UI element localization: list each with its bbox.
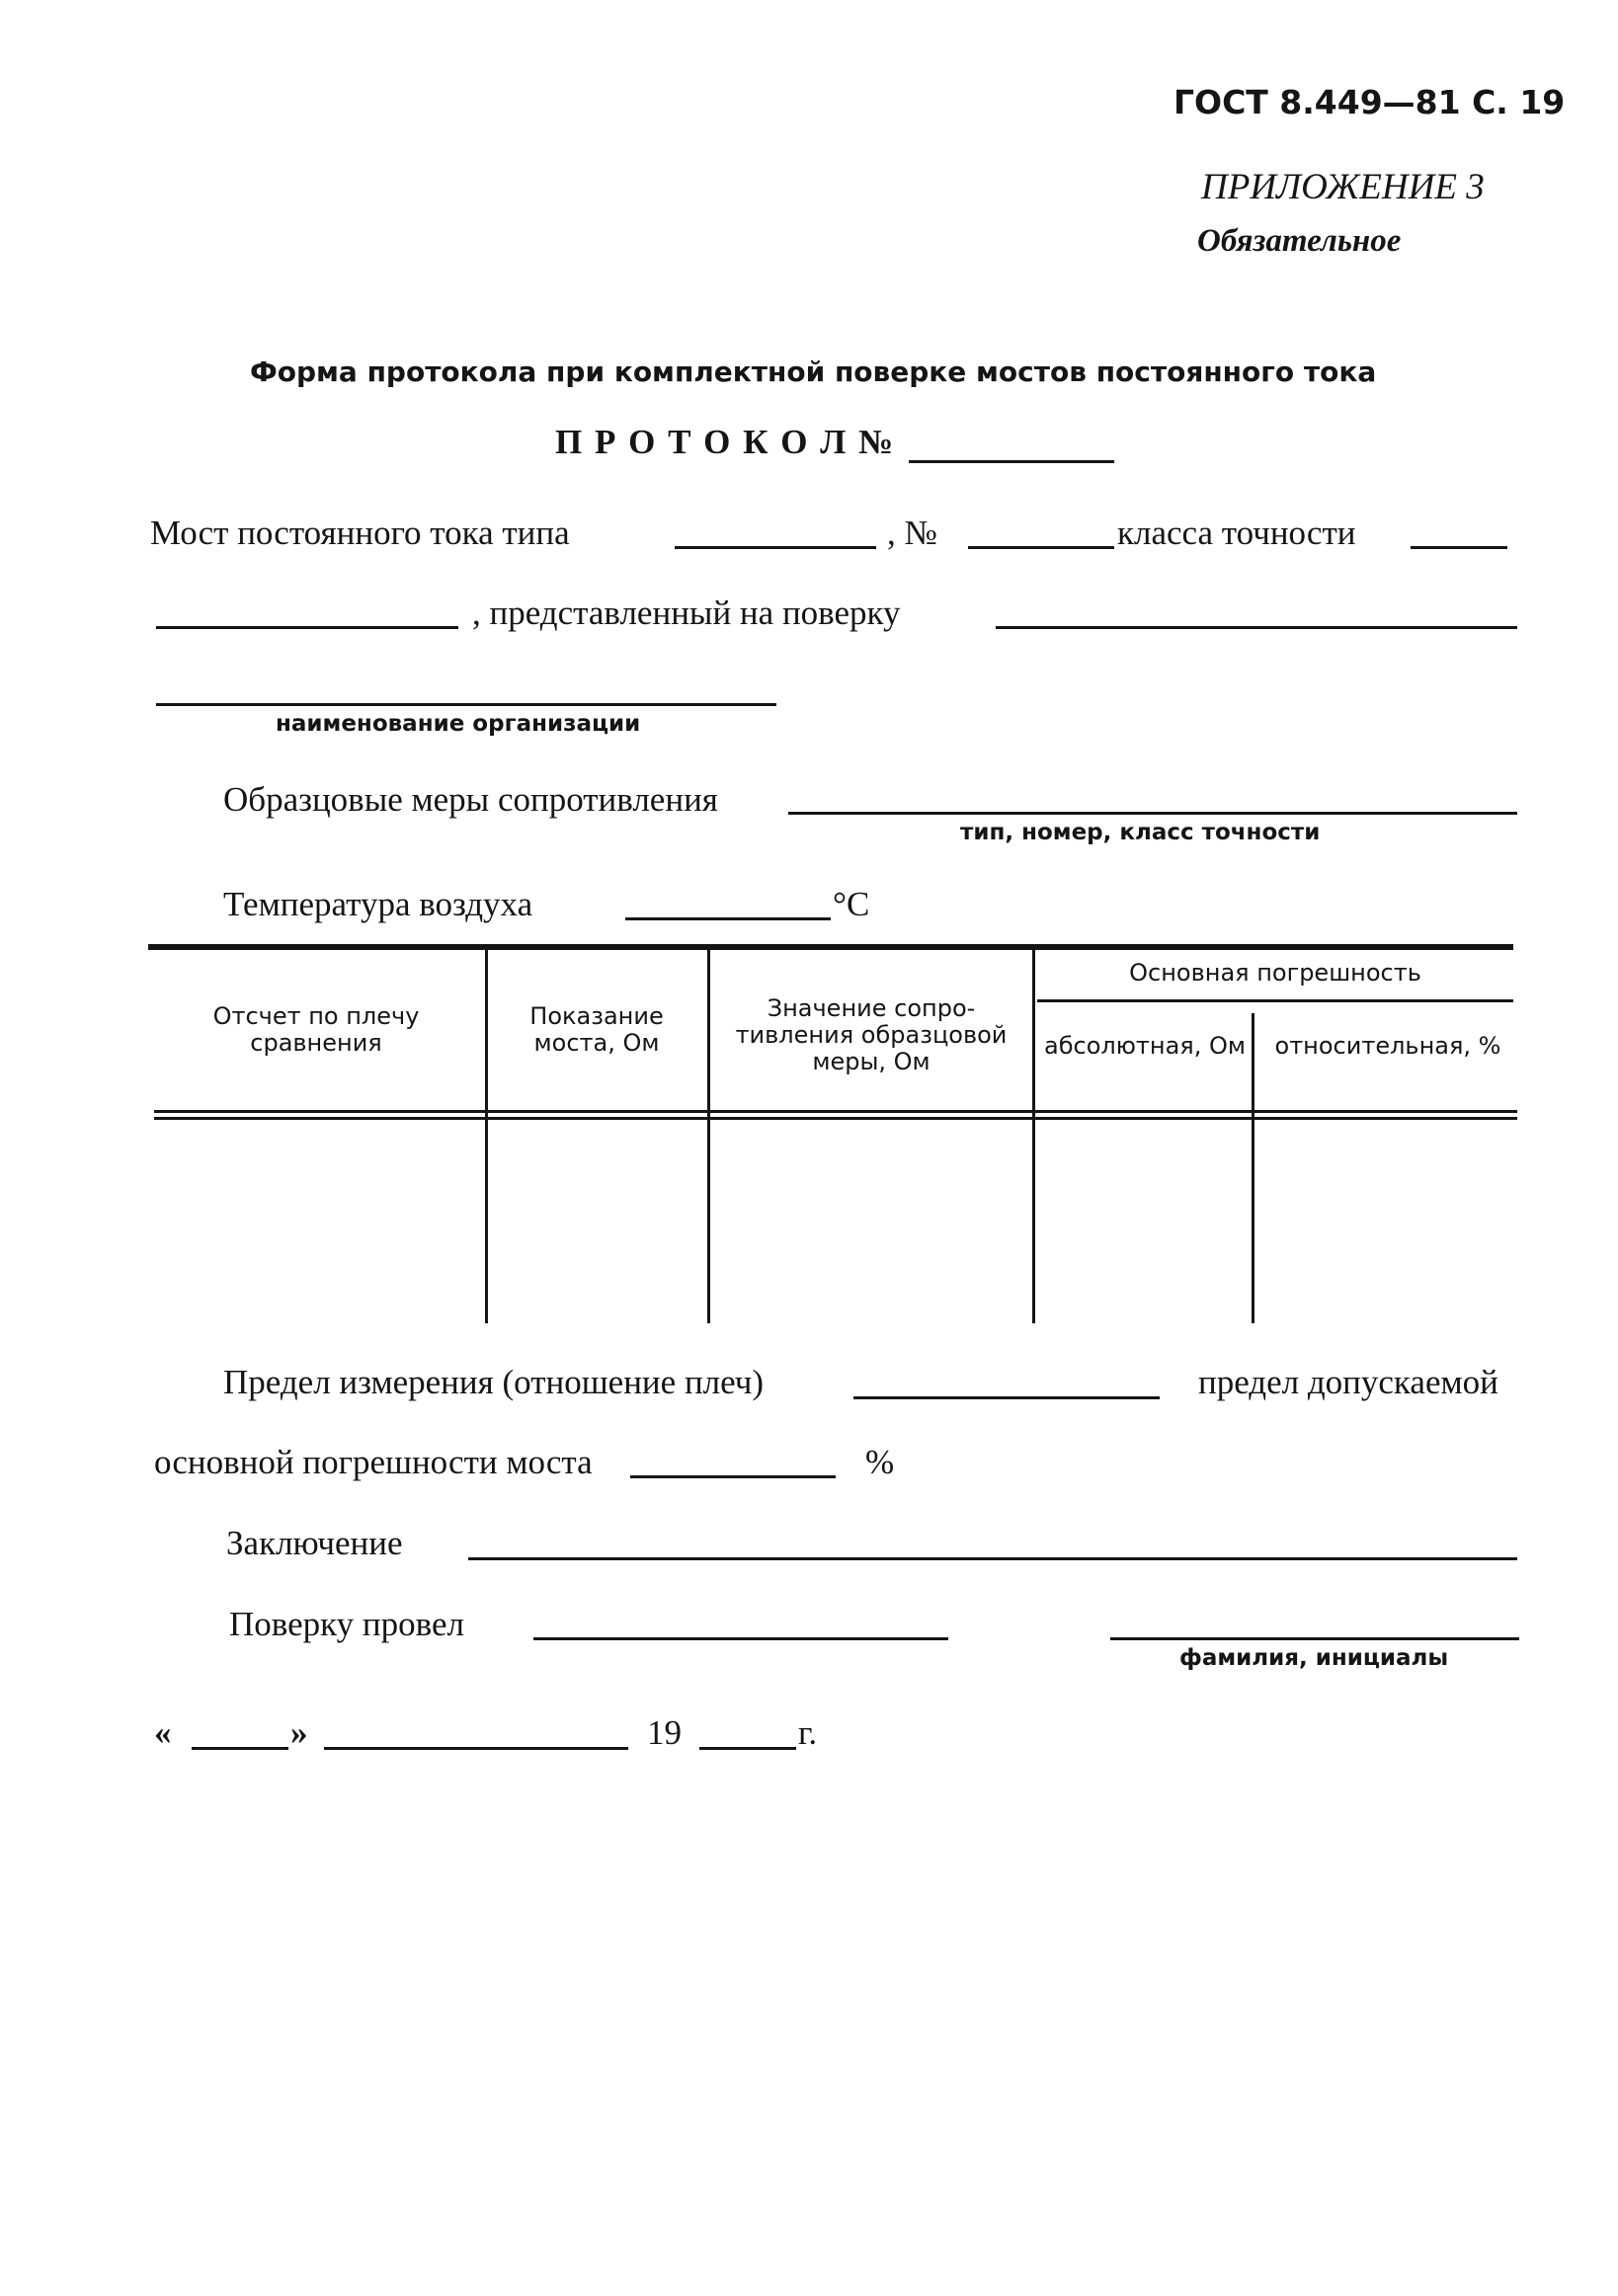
reference-resistors-line[interactable] [788, 812, 1517, 815]
protocol-title: П Р О Т О К О Л № [555, 423, 896, 461]
appendix-status: Обязательное [1197, 223, 1402, 259]
bridge-type-label: Мост постоянного тока типа [150, 514, 570, 552]
measurement-range-line[interactable] [853, 1396, 1160, 1399]
date-day-line[interactable] [192, 1747, 288, 1750]
table-header-comparison-arm: Отсчет по плечу сравнения [212, 1002, 420, 1057]
table-header-absolute: абсолютная, Ом [1044, 1032, 1246, 1060]
reference-resistors-label: Образцовые меры сопротивления [223, 780, 718, 819]
accuracy-class-line[interactable] [1411, 546, 1507, 549]
tolerance-label-line1: предел допускаемой [1198, 1363, 1498, 1401]
date-year-prefix: 19 [647, 1713, 682, 1752]
bridge-type-line[interactable] [675, 546, 876, 549]
protocol-number-line[interactable] [909, 460, 1114, 463]
air-temperature-unit: °С [833, 885, 870, 923]
tolerance-value-line[interactable] [630, 1475, 836, 1478]
date-year-suffix: г. [798, 1713, 818, 1752]
verified-by-label: Поверку провел [229, 1605, 464, 1643]
table-header-rule-1 [154, 1110, 1517, 1113]
standard-reference: ГОСТ 8.449—81 С. 19 [1173, 83, 1566, 121]
reference-resistors-caption: тип, номер, класс точности [960, 820, 1321, 845]
air-temperature-line[interactable] [625, 917, 831, 920]
accuracy-class-label: класса точности [1117, 514, 1356, 552]
table-group-rule [1037, 999, 1513, 1002]
date-close-quote: » [290, 1713, 308, 1752]
submitted-org-line-left[interactable] [156, 626, 458, 629]
appendix-title: ПРИЛОЖЕНИЕ 3 [1201, 167, 1485, 207]
table-row[interactable] [154, 1122, 1517, 1323]
name-caption: фамилия, инициалы [1179, 1645, 1449, 1671]
air-temperature-label: Температура воздуха [223, 885, 533, 923]
submitted-org-line-right[interactable] [996, 626, 1517, 629]
table-header-relative: относительная, % [1274, 1032, 1501, 1060]
submitted-label: , представленный на поверку [472, 594, 901, 632]
verified-by-name-line[interactable] [1110, 1637, 1519, 1640]
bridge-number-line[interactable] [968, 546, 1114, 549]
table-top-rule [148, 944, 1513, 950]
measurement-range-label: Предел измерения (отношение плеч) [223, 1363, 765, 1401]
table-header-basic-error: Основная погрешность [1129, 959, 1421, 987]
table-header-reference-value: Значение сопро-тивления образцовой меры, Ом [735, 994, 1008, 1075]
date-open-quote: « [154, 1713, 172, 1752]
bridge-number-label: , № [887, 514, 937, 552]
tolerance-percent: % [865, 1443, 895, 1481]
org-name-caption: наименование организации [276, 711, 641, 737]
date-month-line[interactable] [324, 1747, 628, 1750]
date-year-line[interactable] [699, 1747, 796, 1750]
form-title: Форма протокола при комплектной поверке мостов постоянного тока [250, 356, 1377, 388]
org-name-line[interactable] [156, 703, 776, 706]
table-header-bridge-reading: Показание моста, Ом [529, 1002, 664, 1057]
conclusion-line[interactable] [468, 1557, 1517, 1560]
tolerance-label-line2: основной погрешности моста [154, 1443, 593, 1481]
verified-by-signature-line[interactable] [533, 1637, 948, 1640]
conclusion-label: Заключение [226, 1524, 403, 1562]
table-header-rule-2 [154, 1117, 1517, 1120]
